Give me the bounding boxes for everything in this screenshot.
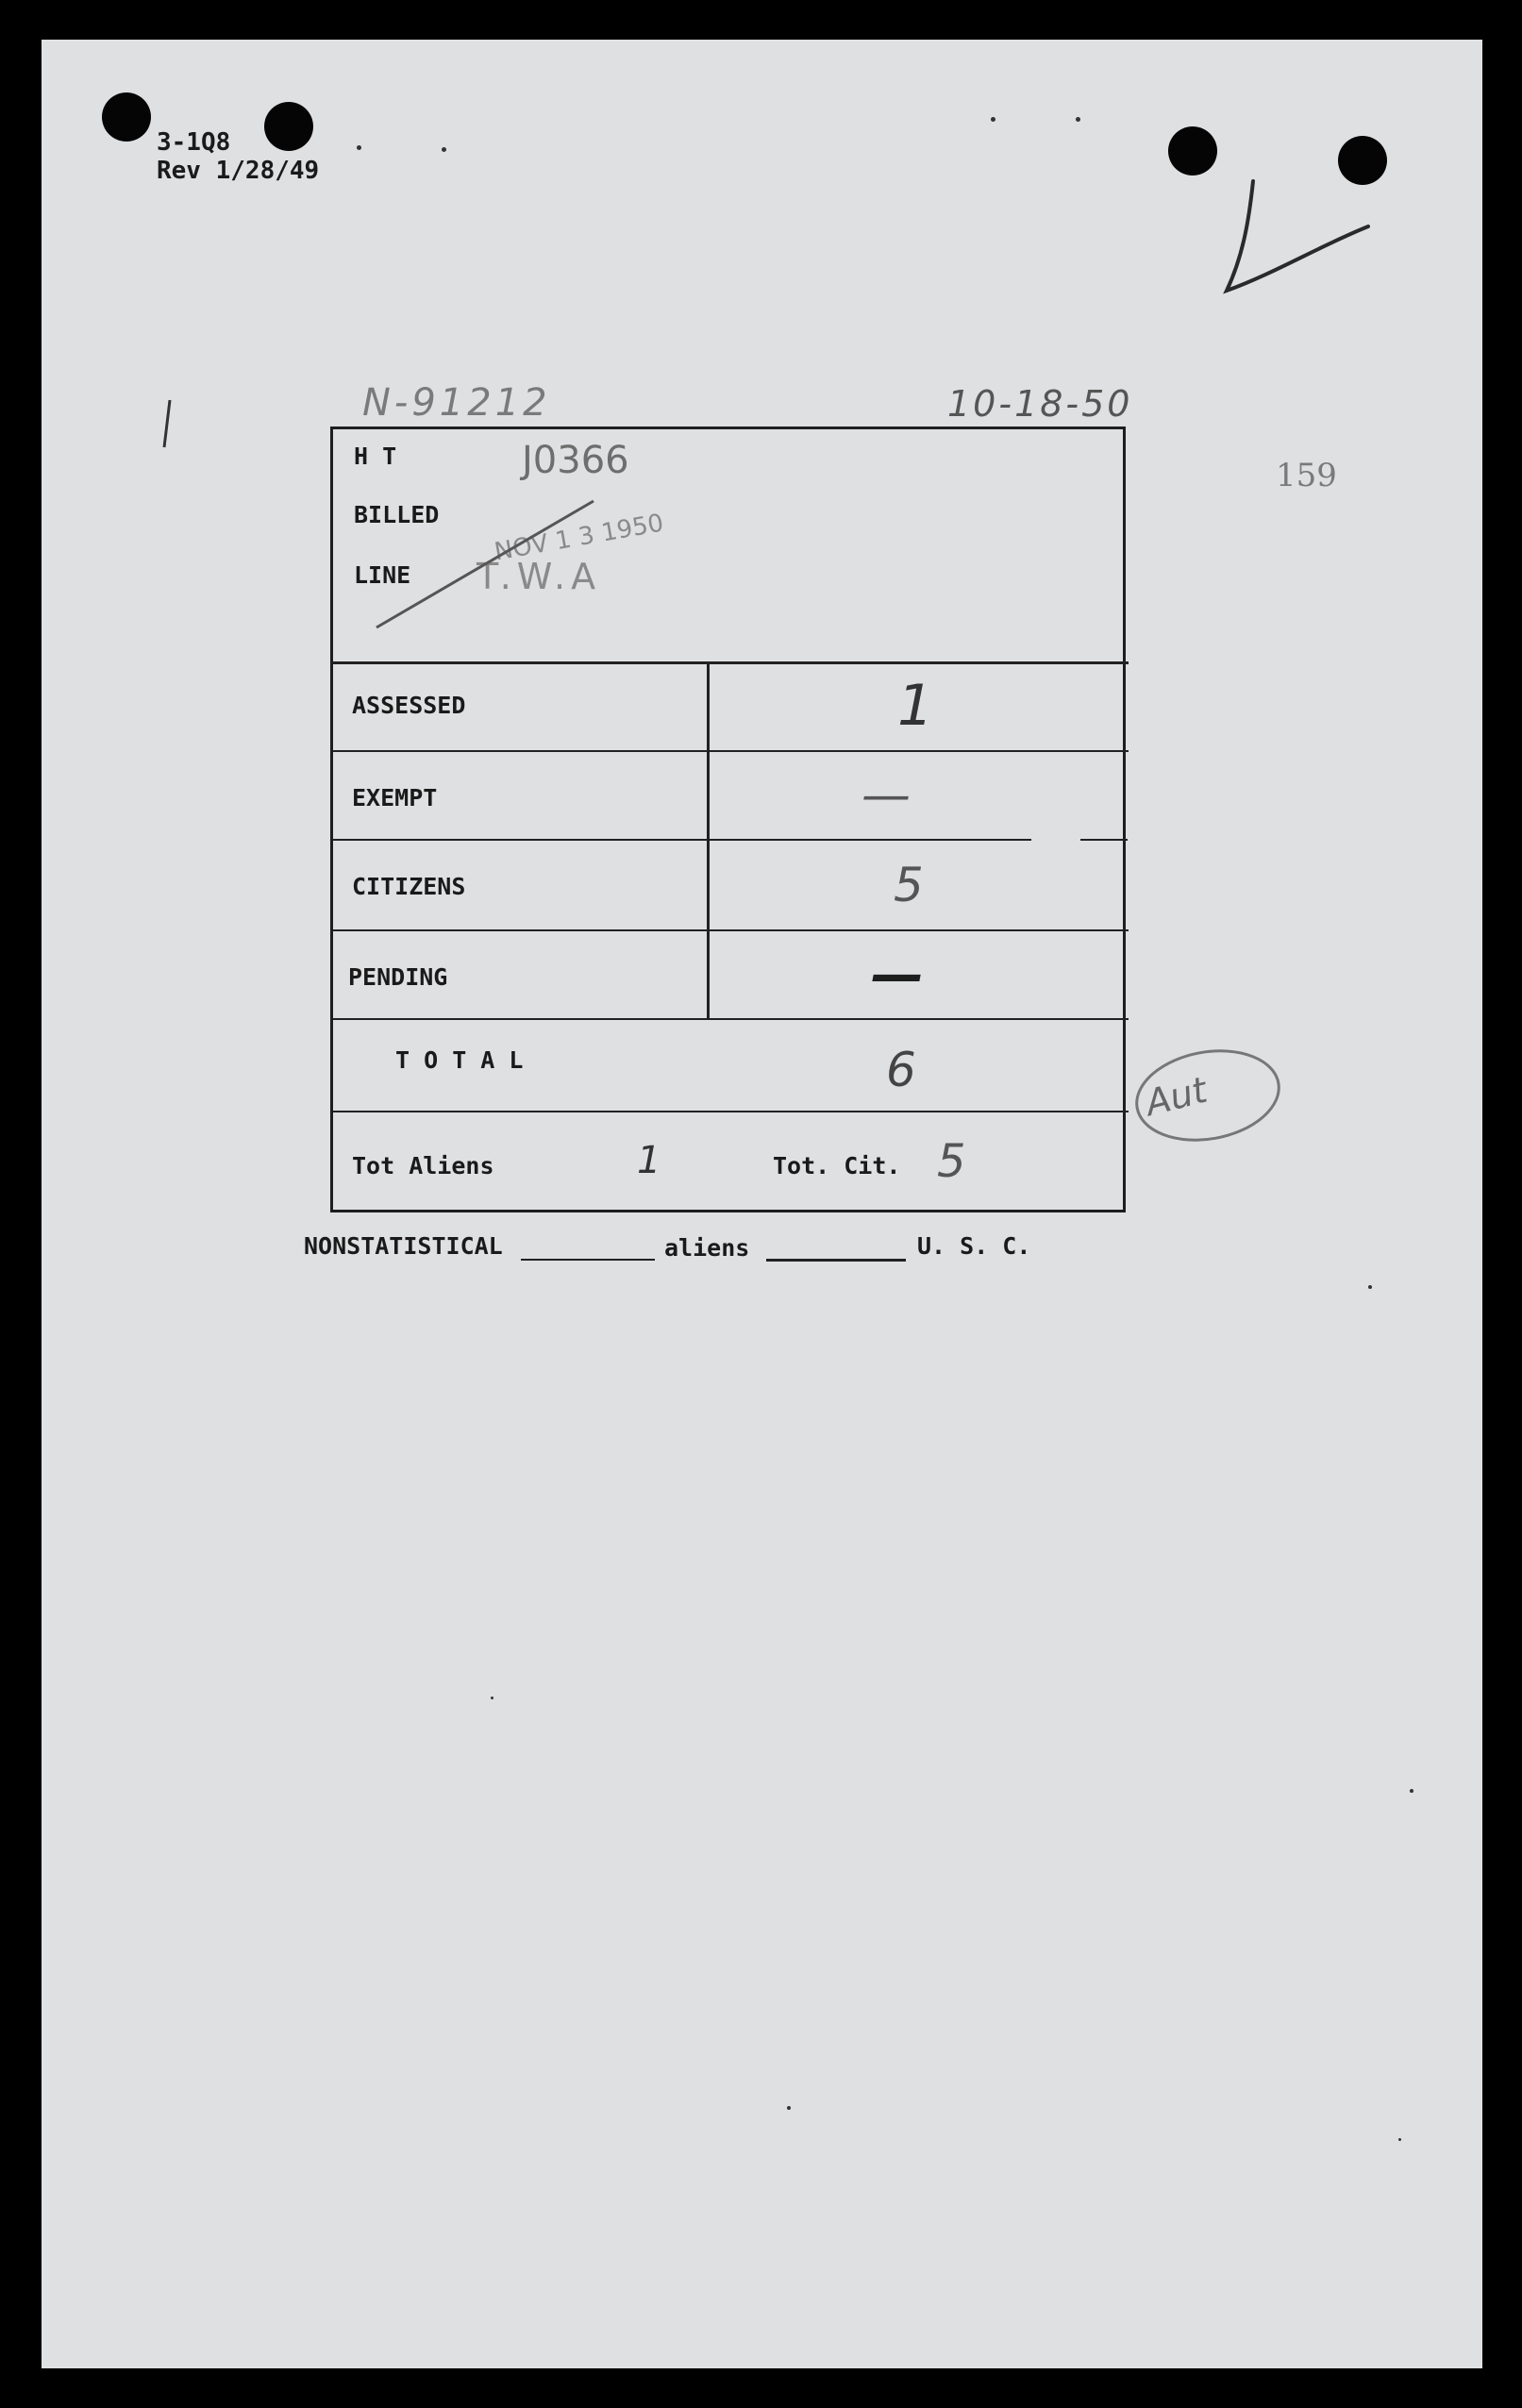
row-divider: [333, 929, 1129, 931]
punch-hole-top-left-1: [102, 92, 151, 142]
pending-label: PENDING: [348, 963, 448, 991]
aliens-label: aliens: [664, 1234, 750, 1262]
pending-value: —: [871, 945, 924, 1006]
speck: [491, 1697, 493, 1699]
assessed-value: 1: [897, 673, 934, 739]
punch-hole-top-right-1: [1168, 126, 1217, 176]
line-label: LINE: [354, 561, 411, 589]
assessed-label: ASSESSED: [352, 692, 466, 719]
row-divider: [333, 839, 1031, 841]
form-number: 3-1Q8: [157, 128, 231, 157]
citizens-value: 5: [894, 858, 924, 912]
speck: [1398, 2138, 1401, 2141]
manifest-form: [330, 426, 1126, 1212]
aliens-blank: [766, 1259, 906, 1262]
tot-cit-label: Tot. Cit.: [773, 1152, 901, 1179]
initials: Aut: [1141, 1068, 1212, 1125]
margin-mark: [159, 396, 177, 453]
speck: [1410, 1789, 1413, 1793]
nonstatistical-label: NONSTATISTICAL: [304, 1232, 503, 1260]
citizens-label: CITIZENS: [352, 873, 466, 900]
received-date-stamp: NOV 1 3 1950: [492, 509, 666, 567]
nonstatistical-blank: [521, 1259, 655, 1261]
file-number-handwritten: N-91212: [362, 381, 551, 425]
speck: [991, 117, 995, 122]
speck: [1368, 1285, 1372, 1289]
page-number: 159: [1276, 457, 1337, 494]
speck: [1076, 117, 1080, 122]
ht-number: J0366: [522, 439, 629, 482]
form-revision: Rev 1/28/49: [157, 157, 320, 185]
row-divider: [333, 661, 1129, 664]
total-value: 6: [886, 1043, 916, 1097]
total-label: T O T A L: [395, 1046, 524, 1074]
row-divider: [1080, 839, 1128, 841]
speck: [787, 2106, 791, 2110]
tot-aliens-label: Tot Aliens: [352, 1152, 494, 1179]
airline-stamp: T.W.A: [477, 556, 602, 597]
tot-cit-value: 5: [937, 1135, 966, 1188]
usc-label: U. S. C.: [917, 1232, 1031, 1260]
date-handwritten: 10-18-50: [947, 383, 1133, 425]
tot-aliens-value: 1: [637, 1139, 661, 1182]
exempt-label: EXEMPT: [352, 784, 438, 811]
column-divider: [707, 661, 710, 1018]
speck: [442, 147, 446, 152]
speck: [357, 145, 361, 150]
billed-label: BILLED: [354, 501, 440, 528]
stroke-mark: [371, 495, 597, 637]
row-divider: [333, 1111, 1129, 1112]
punch-hole-top-left-2: [264, 102, 313, 151]
row-divider: [333, 1018, 1129, 1020]
check-mark-icon: [1208, 170, 1378, 311]
row-divider: [333, 750, 1129, 752]
exempt-value: —: [861, 767, 911, 824]
ht-label: H T: [354, 443, 397, 470]
